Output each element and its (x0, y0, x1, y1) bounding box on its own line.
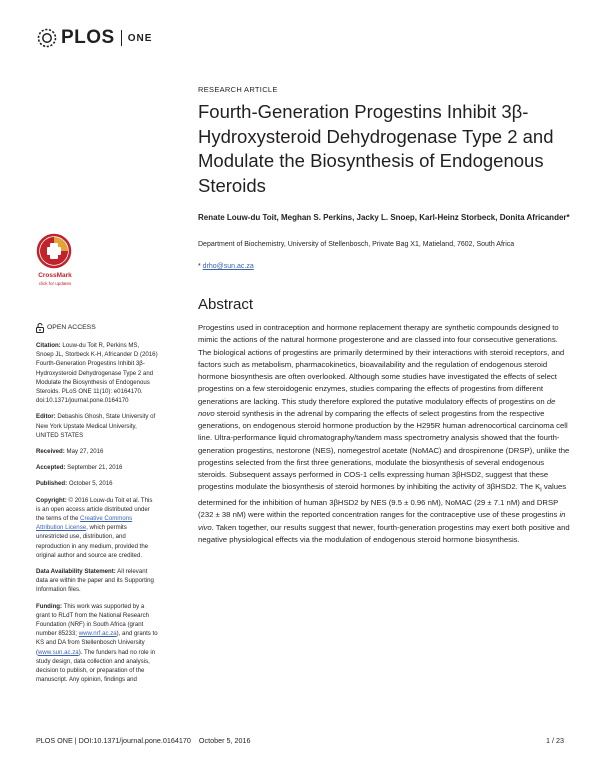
published-date: October 5, 2016 (68, 480, 113, 488)
abstract-subscript: i (540, 486, 542, 494)
abstract-part-2: steroid synthesis in the adrenal by comparing the effects of select progestins from the respective generations, on endogenous steroid hormone production by the H295R human adrenocortical carcinoma cell line. Ultra-performance liquid chromatography/tandem mass spectrometry analysis showed that the fourth-generation progestins, nestorone (NES), nomegestrol acetate (NoMAC) and drospirenone (DRSP), unlike the progestins selected from the first three generations, modulate the biosynthesis of several endogenous steroids. Subsequent assays performed in COS-1 cells expressing human 3βHSD2, suggest that these progestins modulate the biosynthesis of steroid hormones by inhibiting the activity of 3βHSD2. The K (198, 408, 570, 492)
published-block (36, 479, 158, 488)
open-access-label: OPEN ACCESS (47, 324, 96, 332)
citation-label: Citation: (36, 342, 61, 349)
crossmark-sublabel: click for updates (38, 281, 72, 286)
citation-text: Louw-du Toit R, Perkins MS, Snoep JL, Storbeck K-H, Africander D (2016) Fourth-Generation Progestins Inhibit 3β-Hydroxysteroid Dehydrogenase Type 2 and Modulate the Biosynthesis of Endogenous Steroids. PLoS ONE 11(10): e0164170. doi:10.1371/journal.pone.0164170 (36, 342, 158, 405)
received-block (36, 447, 158, 456)
journal-name: ONE (127, 32, 153, 44)
sun-link[interactable]: www.sun.ac.za (38, 648, 79, 656)
funding-label: Funding: (36, 602, 63, 610)
footer-citation: PLOS ONE | DOI:10.1371/journal.pone.0164170 October 5, 2016 (36, 736, 251, 745)
copyright-text-end: , which permits unrestricted use, distribution, and reproduction in any medium, provided the original author and source are credited. (36, 524, 149, 559)
open-lock-icon (36, 323, 44, 333)
corresponding-email (198, 263, 254, 270)
affiliation: Department of Biochemistry, University of Stellenbosch, Private Bag X1, Matieland, 7602, South Africa (198, 241, 515, 248)
accepted-date: September 21, 2016 (67, 464, 123, 472)
funding-text-mid: ), and grants to KS and DA from Stellenbosch University ( (36, 630, 158, 656)
copyright-block (36, 496, 158, 560)
editor-label: Editor: (36, 413, 56, 421)
data-availability-text: All relevant data are within the paper and its Supporting Information files. (36, 568, 154, 594)
editor-text: Debashis Ghosh, State University of New York Upstate Medical University, UNITED STATES (36, 413, 156, 439)
received-date: May 27, 2016 (66, 448, 104, 456)
copyright-label: Copyright: (36, 496, 67, 504)
copyright-text: © 2016 Louw-du Toit et al. This is an open access article distributed under the terms of the (36, 496, 153, 523)
accepted-block (36, 463, 158, 472)
funding-text: This work was supported by a grant to RLdT from the National Research Foundation (NRF) in South Africa (grant number 85233; (36, 602, 150, 638)
abstract-italic-2: in vivo (198, 510, 566, 532)
data-availability-block (36, 567, 158, 595)
article-metadata-sidebar (36, 323, 158, 692)
published-label: Published: (36, 480, 68, 488)
accepted-label: Accepted: (36, 464, 66, 472)
brand-name: PLOS (61, 27, 115, 48)
abstract-part-4: . Taken together, our results suggest that newer, fourth-generation progestins may exert both positive and negative physiological effects via the modulation of endogenous steroid hormone biosynthesis. (198, 522, 570, 544)
brand-divider (121, 30, 122, 46)
abstract-text (198, 322, 570, 546)
funding-text-end: ). The funders had no role in study design, data collection and analysis, decision to publish, or preparation of the manuscript. Any opinion, findings and (36, 648, 156, 684)
email-marker: * (198, 263, 203, 270)
abstract-part-3: values determined for the inhibition of human 3βHSD2 by NES (9.5 ± 0.96 nM), NoMAC (29 ± 7.1 nM) and DRSP (232 ± 38 nM) were within the reported concentration ranges for the contraceptive use of these progestins (198, 482, 567, 520)
author-list: Renate Louw-du Toit, Meghan S. Perkins, Jacky L. Snoep, Karl-Heinz Storbeck, Donita Africander* (198, 213, 570, 222)
plos-dots-icon (36, 27, 58, 49)
abstract-part-1: Progestins used in contraception and hormone replacement therapy are synthetic compounds designed to mimic the actions of the natural hormone progesterone and are classed into four consecutive generations. The biological actions of progestins are primarily determined by their interactions with steroid receptors, and factors such as metabolism, pharmacokinetics, bioavailability and the regulation of endogenous steroid hormone biosynthesis are often overlooked. Although some studies have investigated the effects of select progestins on a few steroidogenic enzymes, studies comparing the effects of progestins from different generations are lacking. This study therefore explored the putative modulatory effects of progestins on (198, 323, 565, 406)
open-access-badge (36, 323, 158, 333)
crossmark-label: CrossMark (38, 272, 72, 279)
abstract-italic-1: de novo (198, 396, 556, 418)
received-label: Received: (36, 448, 65, 456)
license-link[interactable]: Creative Commons Attribution License (36, 515, 133, 532)
article-type-label: RESEARCH ARTICLE (198, 85, 278, 94)
crossmark-badge[interactable] (36, 233, 72, 295)
crossmark-icon (36, 233, 72, 271)
email-link[interactable]: drho@sun.ac.za (202, 263, 254, 270)
editor-block (36, 412, 158, 440)
article-title: Fourth-Generation Progestins Inhibit 3β-Hydroxysteroid Dehydrogenase Type 2 and Modulate the Biosynthesis of Endogenous Steroids (198, 101, 554, 196)
abstract-heading: Abstract (198, 296, 254, 313)
data-availability-label: Data Availability Statement: (36, 568, 116, 576)
nrf-link[interactable]: www.nrf.ac.za (78, 630, 117, 638)
page-number: 1 / 23 (546, 736, 564, 745)
plos-one-logo (36, 27, 152, 49)
funding-block (36, 602, 158, 685)
citation-block (36, 341, 158, 405)
